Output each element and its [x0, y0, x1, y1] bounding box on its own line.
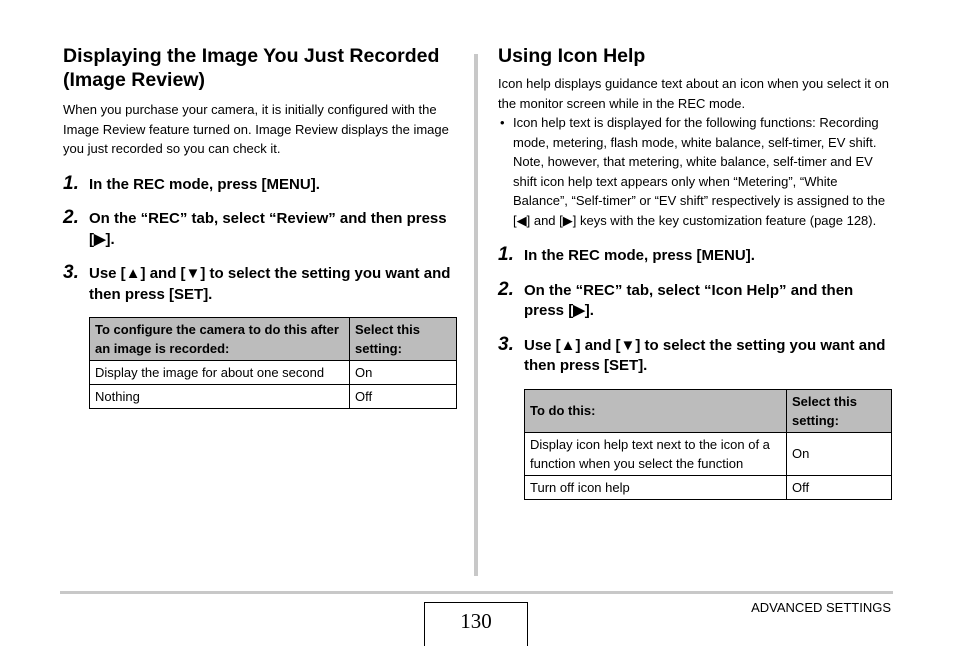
table-cell: On	[787, 432, 892, 475]
table-cell: Display the image for about one second	[90, 361, 350, 385]
table-header-cell: Select this setting:	[350, 318, 457, 361]
step-number: 1.	[63, 172, 79, 194]
column-divider	[474, 54, 478, 576]
step-text: In the REC mode, press [MENU].	[524, 247, 755, 264]
settings-table	[524, 389, 892, 500]
table-cell: Turn off icon help	[525, 475, 787, 499]
table-cell: Nothing	[90, 385, 350, 409]
step-3	[63, 264, 457, 305]
footer-rule	[60, 591, 893, 594]
table-header-cell: Select this setting:	[787, 389, 892, 432]
table-header-cell: To do this:	[525, 389, 787, 432]
step-text: Use [▲] and [▼] to select the setting you want and then press [SET].	[524, 336, 886, 374]
step-2	[498, 278, 892, 322]
table-row	[90, 385, 457, 409]
table-row	[525, 475, 892, 499]
section-intro: When you purchase your camera, it is initially configured with the Image Review feature turned on. Image Review displays the image you just recorded so you can check it.	[63, 102, 449, 156]
table-row	[525, 432, 892, 475]
left-column	[63, 44, 457, 409]
table-header-row	[90, 318, 457, 361]
bullet-list	[498, 113, 892, 230]
table-cell: Off	[350, 385, 457, 409]
step-1	[63, 172, 457, 196]
settings-table	[89, 317, 457, 409]
table-cell: Off	[787, 475, 892, 499]
step-number: 3.	[498, 333, 514, 355]
section-intro: Icon help displays guidance text about an icon when you select it on the monitor screen while in the REC mode.	[498, 76, 889, 111]
section-title-image-review: Displaying the Image You Just Recorded (Image Review)	[63, 45, 440, 91]
step-3	[498, 333, 892, 377]
table-header-row	[525, 389, 892, 432]
bullet-item: • Icon help text is displayed for the following functions: Recording mode, metering, flash mode, white balance, self-timer, EV shift. Note, however, that metering, white balance, self-timer and EV shift icon help text appears only when “Metering”, “White Balance”, “Self-timer” or “EV shift” respectively is assigned to the [◀] and [▶] keys with the key customization feature (page 128).	[498, 113, 892, 230]
page-number: 130	[424, 602, 528, 646]
step-1	[498, 246, 892, 267]
footer-section-label: ADVANCED SETTINGS	[751, 600, 891, 615]
step-text: On the “REC” tab, select “Icon Help” and then press [▶].	[524, 281, 854, 319]
step-2	[63, 209, 457, 250]
step-number: 2.	[63, 207, 79, 228]
table-header-cell: To configure the camera to do this after an image is recorded:	[90, 318, 350, 361]
section-title-icon-help: Using Icon Help	[498, 45, 646, 67]
right-column	[498, 44, 892, 500]
step-number: 1.	[498, 244, 514, 265]
step-number: 3.	[63, 262, 79, 283]
step-text: In the REC mode, press [MENU].	[89, 175, 320, 193]
table-cell: On	[350, 361, 457, 385]
step-text: On the “REC” tab, select “Review” and then press [▶].	[89, 210, 447, 248]
table-cell: Display icon help text next to the icon of a function when you select the function	[525, 432, 787, 475]
step-number: 2.	[498, 278, 514, 300]
step-text: Use [▲] and [▼] to select the setting you want and then press [SET].	[89, 265, 451, 303]
table-row	[90, 361, 457, 385]
